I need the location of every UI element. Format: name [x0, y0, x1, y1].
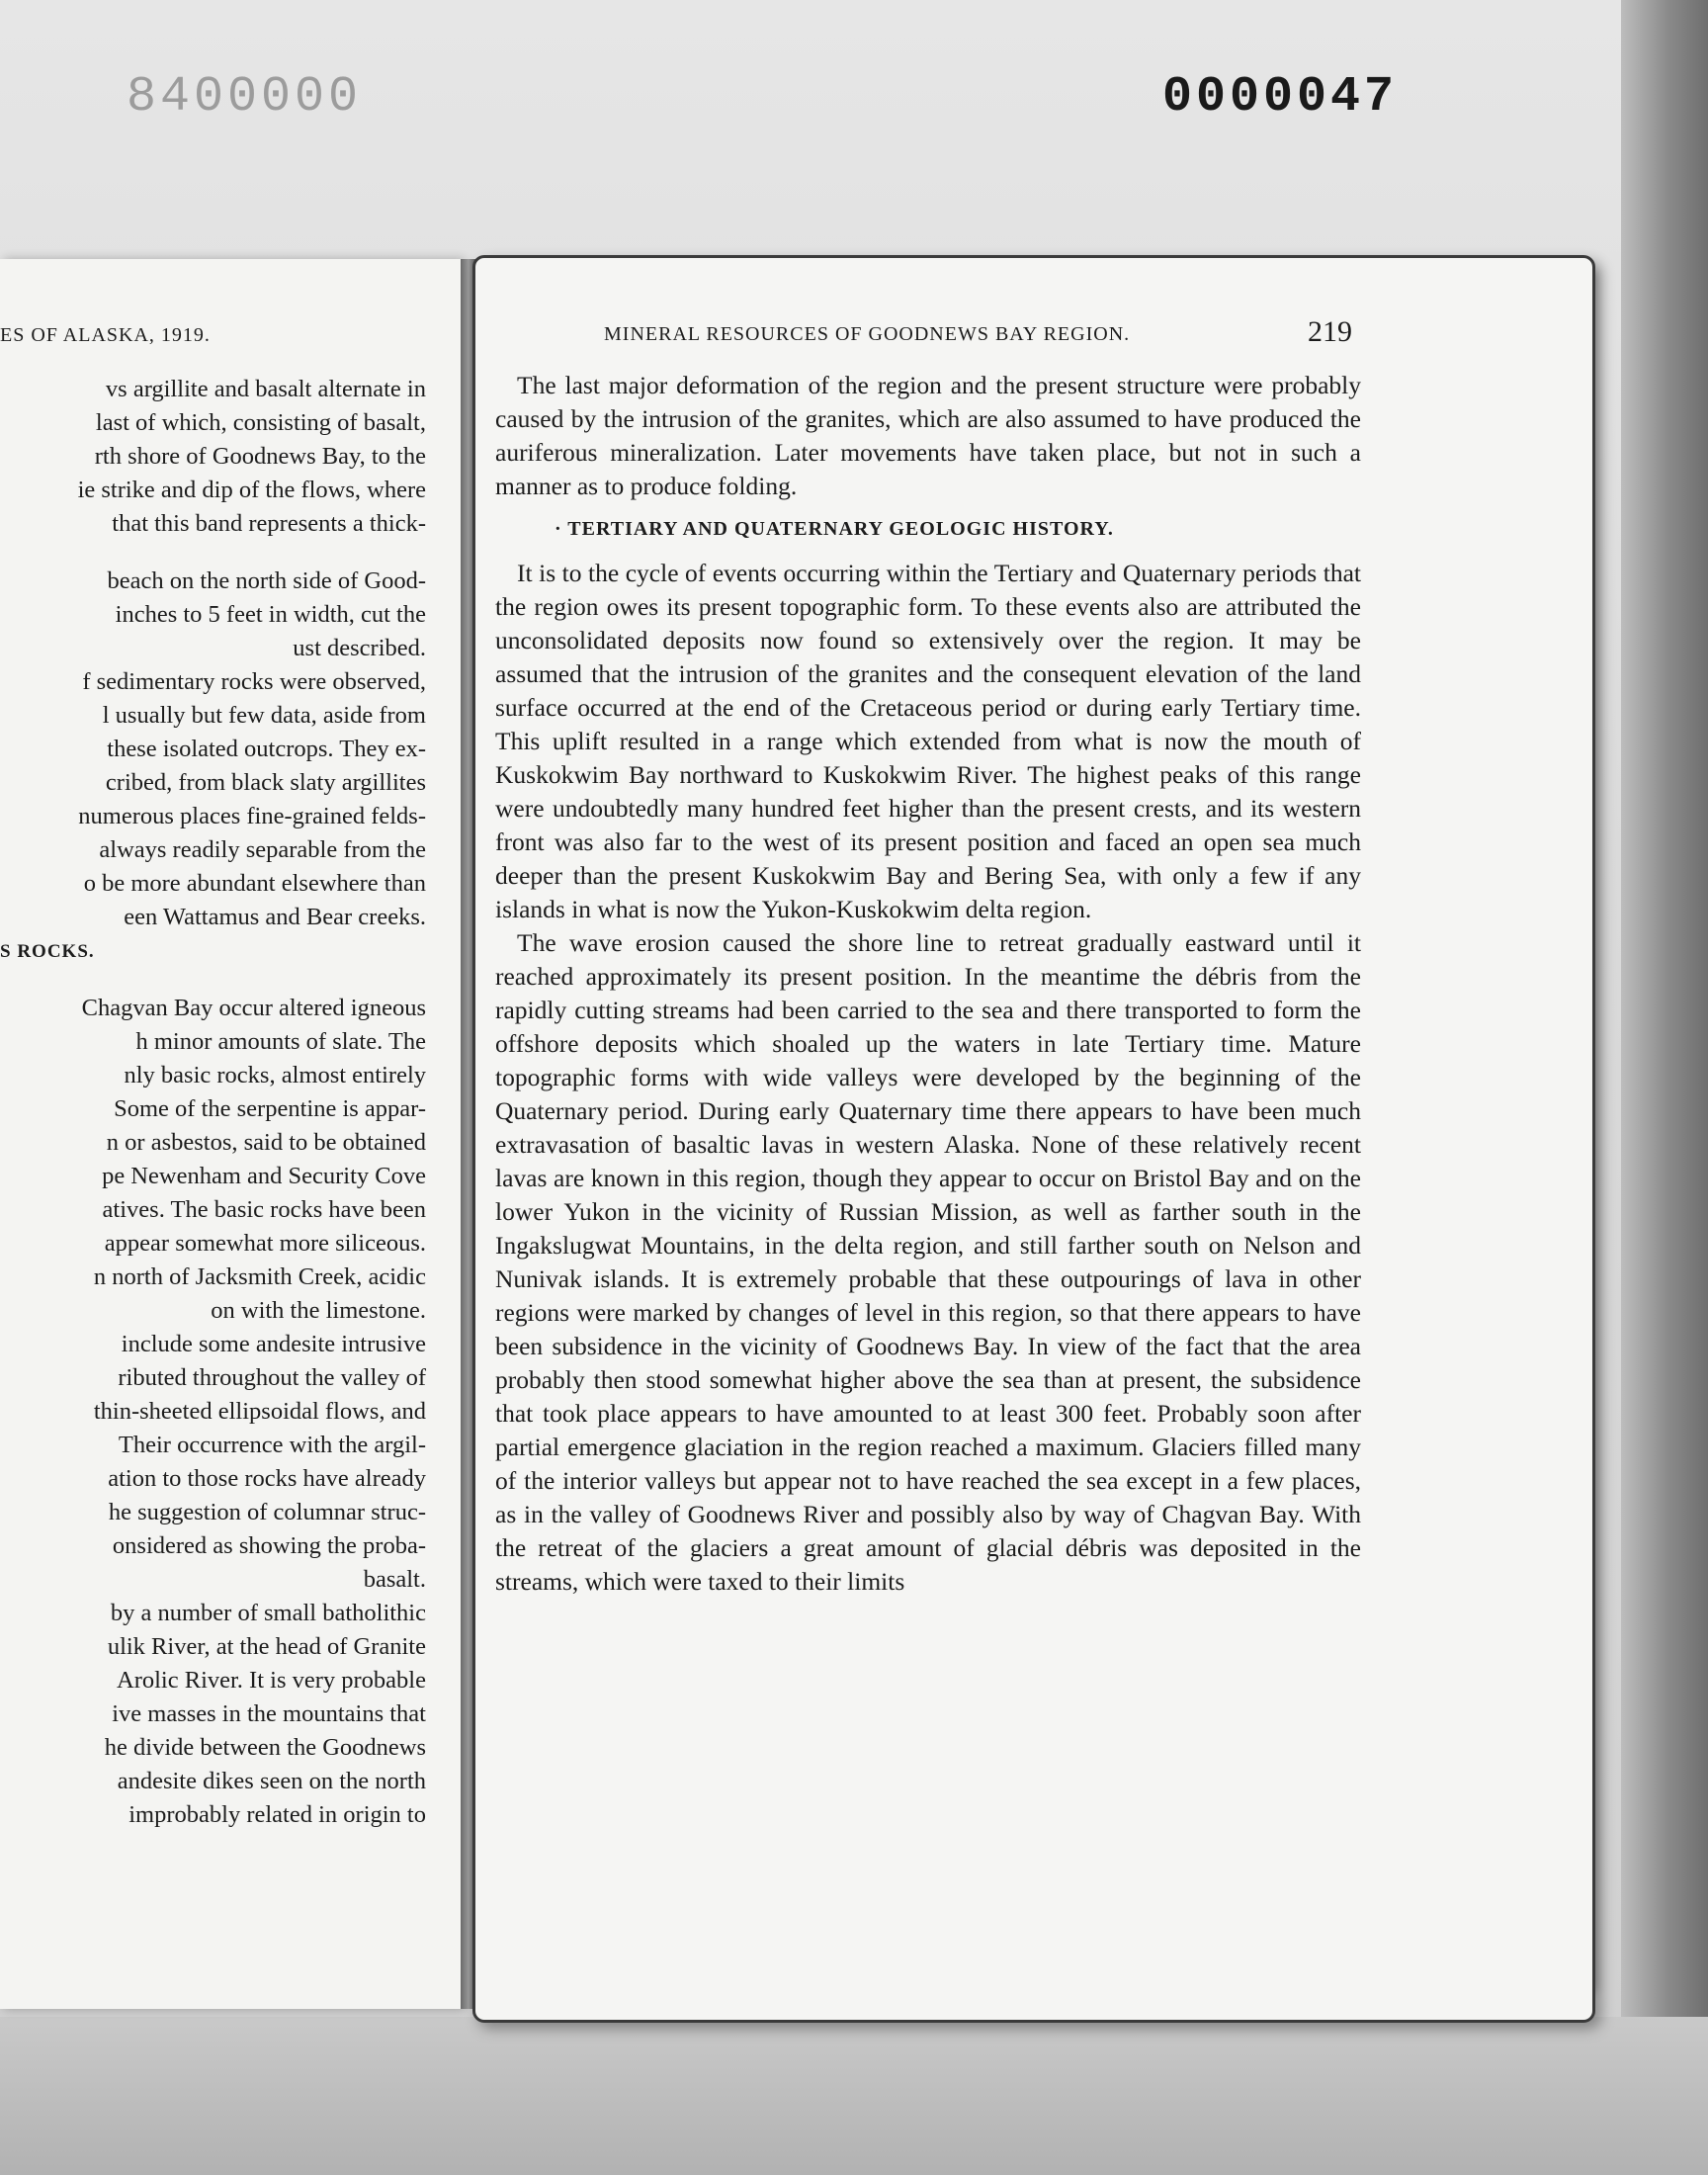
left-text-line: een Wattamus and Bear creeks.: [124, 903, 426, 930]
left-text-line: atives. The basic rocks have been: [102, 1195, 426, 1223]
stamp-left: 8400000: [127, 69, 363, 126]
left-text-line: n north of Jacksmith Creek, acidic: [93, 1262, 426, 1290]
stamp-right: 0000047: [1162, 69, 1399, 126]
left-text-line: inches to 5 feet in width, cut the: [115, 600, 426, 628]
left-text-line: Their occurrence with the argil-: [118, 1431, 426, 1458]
left-text-line: Chagvan Bay occur altered igneous: [81, 994, 426, 1021]
left-section-heading: S ROCKS.: [0, 940, 95, 962]
scan-bottom-shadow: [0, 2017, 1708, 2175]
left-text-line: andesite dikes seen on the north: [117, 1767, 426, 1794]
left-text-line: ive masses in the mountains that: [112, 1699, 426, 1727]
left-text-line: f sedimentary rocks were observed,: [82, 667, 426, 695]
left-running-head: ES OF ALASKA, 1919.: [0, 324, 211, 346]
left-text-line: improbably related in origin to: [128, 1800, 426, 1828]
left-text-line: he suggestion of columnar struc-: [108, 1498, 426, 1525]
paragraph-3: The wave erosion caused the shore line to retreat gradually eastward until it reached approximately its present position. In the meantime the débris from the rapidly cutting streams had been carried to the sea and there transported to form the offshore deposits which shoaled up the waters in late Tertiary time. Mature topographic forms with wide valleys were developed by the beginning of the Quaternary period. During early Quaternary time there appears to have been much extravasation of basaltic lavas in western Alaska. None of these relatively recent lavas are known in this region, though they appear to occur on Bristol Bay and on the lower Yukon in the vicinity of Russian Mission, as well as farther south in the Ingakslugwat Mountains, in the delta region, and still farther south on Nelson and Nunivak islands. It is extremely probable that these outpourings of lava in other regions were marked by changes of level in this region, so that there appears to have been subsidence in the vicinity of Goodnews Bay. In view of the fact that the area probably then stood somewhat higher above the sea than at present, the subsidence that took place appears to have amounted to at least 300 feet. Probably soon after partial emergence glaciation in the region reached a maximum. Glaciers filled many of the interior valleys but appear not to have reached the sea except in a few places, as in the valley of Goodnews River and possibly also by way of Chagvan Bay. With the retreat of the glaciers a great amount of glacial débris was deposited in the streams, which were taxed to their limits: [495, 928, 1361, 1596]
left-text-line: on with the limestone.: [211, 1296, 426, 1324]
left-text-line: Some of the serpentine is appar-: [114, 1094, 426, 1122]
left-text-line: last of which, consisting of basalt,: [95, 409, 426, 436]
left-text-line: n or asbestos, said to be obtained: [106, 1128, 426, 1156]
left-text-line: beach on the north side of Good-: [107, 566, 426, 594]
left-text-line: ust described.: [293, 634, 426, 661]
left-text-line: pe Newenham and Security Cove: [102, 1162, 426, 1189]
left-text-line: nly basic rocks, almost entirely: [124, 1061, 426, 1088]
left-text-line: that this band represents a thick-: [112, 510, 426, 537]
left-text-line: by a number of small batholithic: [110, 1599, 426, 1626]
left-page: [0, 259, 461, 2009]
left-text-line: Arolic River. It is very probable: [117, 1666, 426, 1694]
body-text: [495, 369, 1361, 1599]
left-text-line: o be more abundant elsewhere than: [83, 869, 426, 897]
paragraph-1: The last major deformation of the region and the present structure were probably caused by the intrusion of the granites, which are also assumed to have produced the auriferous mineralization. Later movements have taken place, but not in such a manner as to produce folding.: [495, 371, 1361, 500]
left-text-line: these isolated outcrops. They ex-: [107, 735, 426, 762]
left-text-line: he divide between the Goodnews: [104, 1733, 426, 1761]
left-text-line: rth shore of Goodnews Bay, to the: [94, 443, 426, 470]
left-text-line: onsidered as showing the proba-: [112, 1531, 426, 1559]
left-text-line: basalt.: [363, 1565, 426, 1593]
left-text-line: always readily separable from the: [99, 835, 426, 863]
paragraph-2: It is to the cycle of events occurring within the Tertiary and Quaternary periods that the region owes its present topographic form. To these events also are attributed the unconsolidated deposits now found so extensively over the region. It may be assumed that the intrusion of the granites and the consequent elevation of the land surface occurred at the end of the Cretaceous period or during early Tertiary time. This uplift resulted in a range which extended from what is now the mouth of Kuskokwim Bay northward to Kuskokwim River. The highest peaks of this range were undoubtedly many hundred feet higher than the present crests, and its western front was also far to the west of its present position and faced an open sea much deeper than the present Kuskokwim Bay and Bering Sea, with only a few if any islands in what is now the Yukon-Kuskokwim delta region.: [495, 559, 1361, 923]
left-text-line: thin-sheeted ellipsoidal flows, and: [93, 1397, 426, 1425]
left-text-line: l usually but few data, aside from: [102, 701, 426, 729]
left-text-line: vs argillite and basalt alternate in: [105, 376, 426, 402]
left-text-line: h minor amounts of slate. The: [135, 1027, 426, 1055]
left-text-line: ulik River, at the head of Granite: [107, 1632, 426, 1660]
right-page: [472, 255, 1595, 2023]
left-text-line: include some andesite intrusive: [121, 1330, 426, 1357]
section-heading: · TERTIARY AND QUATERNARY GEOLOGIC HISTORY.: [555, 518, 1114, 540]
left-text-line: numerous places fine-grained felds-: [78, 802, 426, 829]
scan-right-shadow: [1621, 0, 1708, 2175]
left-text-line: ributed throughout the valley of: [118, 1363, 426, 1391]
running-head: MINERAL RESOURCES OF GOODNEWS BAY REGION.: [604, 323, 1131, 345]
left-text-line: cribed, from black slaty argillites: [105, 768, 426, 796]
left-text-line: appear somewhat more siliceous.: [104, 1229, 426, 1257]
page-number: 219: [1308, 315, 1352, 348]
left-text-line: ie strike and dip of the flows, where: [77, 477, 426, 503]
left-text-line: ation to those rocks have already: [108, 1464, 426, 1492]
